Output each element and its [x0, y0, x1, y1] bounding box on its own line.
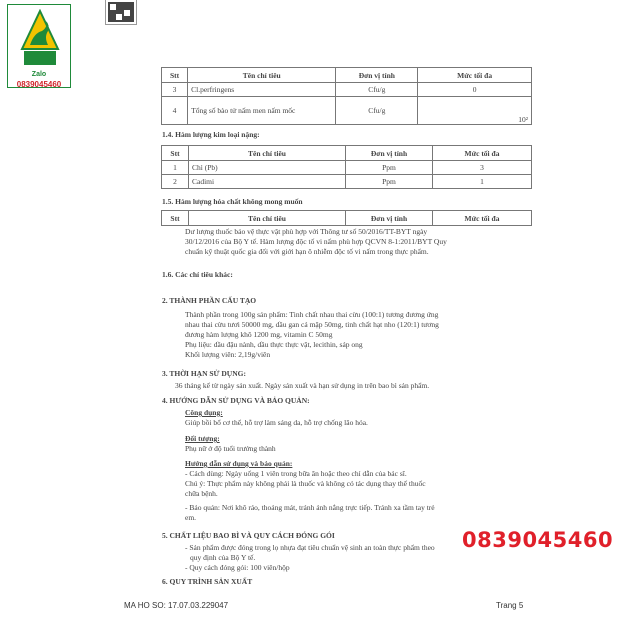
uses-text: Giúp bồi bổ cơ thể, hỗ trợ làm sáng da, hỗ trợ chống lão hóa. — [185, 418, 368, 427]
section-1-4-title: 1.4. Hàm lượng kim loại nặng: — [162, 130, 260, 139]
section-1-5-title: 1.5. Hàm lượng hóa chất không mong muốn — [162, 197, 303, 206]
table-row — [162, 97, 532, 125]
usage-line: chữa bệnh. — [185, 489, 218, 498]
col-unit: Đơn vị tính — [346, 211, 433, 226]
section-2-title: 2. THÀNH PHẦN CẤU TẠO — [162, 296, 257, 305]
logo-phone: 0839045460 — [16, 80, 62, 89]
dossier-number: MA HO SO: 17.07.03.229047 — [124, 601, 229, 610]
cell: 1 — [162, 161, 189, 175]
qr-code-icon — [106, 0, 136, 24]
usage-label: Hướng dẫn sử dụng và bảo quản: — [185, 459, 293, 468]
chemicals-table — [161, 210, 532, 226]
heavy-metals-table — [161, 145, 532, 189]
kangaroo-triangle-icon — [20, 9, 60, 67]
composition-line: nhau thai cừu tươi 50000 mg, dầu gan cá mập 50mg, tinh chất hạt nho (120:1) tương — [185, 320, 439, 329]
microbiology-table — [161, 67, 532, 125]
col-max: Mức tối đa — [433, 211, 532, 226]
zalo-label: Zalo — [31, 71, 47, 78]
cell: 3 — [433, 161, 532, 175]
note-line: 30/12/2016 của Bộ Y tế. Hàm lượng độc tố vi nấm phù hợp QCVN 8-1:2011/BYT Quy — [185, 237, 447, 246]
usage-line: - Bảo quản: Nơi khô ráo, thoáng mát, tránh ánh nắng trực tiếp. Tránh xa tầm tay trẻ — [185, 503, 435, 512]
composition-line: Phụ liệu: dầu đậu nành, dầu thực thực vật, lecithin, sáp ong — [185, 340, 363, 349]
target-label: Đối tượng: — [185, 434, 220, 443]
col-stt: Stt — [162, 68, 188, 83]
usage-line: em. — [185, 513, 197, 522]
table-row — [162, 83, 532, 97]
cell: Tổng số bào tử nấm men nấm mốc — [188, 97, 336, 125]
composition-line: đương hàm lượng khô 1200 mg, vitamin C 50mg — [185, 330, 333, 339]
overlay-phone-number: 0839045460 — [462, 528, 614, 552]
note-line: Dư lượng thuốc bảo vệ thực vật phù hợp với Thông tư số 50/2016/TT-BYT ngày — [185, 227, 428, 236]
section-6-title: 6. QUY TRÌNH SẢN XUẤT — [162, 577, 253, 586]
cell: Cfu/g — [336, 83, 418, 97]
col-unit: Đơn vị tính — [336, 68, 418, 83]
section-5-title: 5. CHẤT LIỆU BAO BÌ VÀ QUY CÁCH ĐÓNG GÓI — [162, 531, 335, 540]
col-max: Mức tối đa — [433, 146, 532, 161]
usage-line: - Cách dùng: Ngày uống 1 viên trong bữa ăn hoặc theo chỉ dẫn của bác sĩ. — [185, 469, 407, 478]
cell: Ppm — [346, 161, 433, 175]
col-stt: Stt — [162, 146, 189, 161]
target-text: Phụ nữ ở độ tuổi trưởng thành — [185, 444, 276, 453]
section-4-title: 4. HƯỚNG DẪN SỬ DỤNG VÀ BẢO QUẢN: — [162, 396, 310, 405]
cell: 1 — [433, 175, 532, 189]
cell: 2 — [162, 175, 189, 189]
col-name: Tên chỉ tiêu — [189, 146, 346, 161]
cell: Ppm — [346, 175, 433, 189]
cell: 0 — [418, 83, 532, 97]
packaging-line: - Sản phẩm được đóng trong lọ nhựa đạt tiêu chuẩn vệ sinh an toàn thực phẩm theo — [185, 543, 435, 552]
page-number: Trang 5 — [496, 601, 524, 610]
brand-logo — [7, 4, 71, 88]
col-name: Tên chỉ tiêu — [188, 68, 336, 83]
col-name: Tên chỉ tiêu — [189, 211, 346, 226]
section-3-title: 3. THỜI HẠN SỬ DỤNG: — [162, 369, 246, 378]
shelf-life-text: 36 tháng kể từ ngày sản xuất. Ngày sản xuất và hạn sử dụng in trên bao bì sản phẩm. — [175, 381, 430, 390]
col-max: Mức tối đa — [418, 68, 532, 83]
cell: 10² — [418, 97, 532, 125]
cell: Cl.perfringens — [188, 83, 336, 97]
note-line: chuẩn kỹ thuật quốc gia đối với giới hạn ô nhiễm độc tố vi nấm trong thực phẩm. — [185, 247, 429, 256]
cell: 4 — [162, 97, 188, 125]
cell: Chì (Pb) — [189, 161, 346, 175]
col-unit: Đơn vị tính — [346, 146, 433, 161]
packaging-line: quy định của Bộ Y tế. — [190, 553, 256, 562]
cell: Cadimi — [189, 175, 346, 189]
uses-label: Công dụng: — [185, 408, 223, 417]
col-stt: Stt — [162, 211, 189, 226]
section-1-6-title: 1.6. Các chỉ tiêu khác: — [162, 270, 233, 279]
cell: Cfu/g — [336, 97, 418, 125]
table-row — [162, 161, 532, 175]
usage-line: Chú ý: Thực phẩm này không phải là thuốc và không có tác dụng thay thế thuốc — [185, 479, 426, 488]
composition-line: Thành phần trong 100g sản phẩm: Tinh chất nhau thai cừu (100:1) tương đương ứng — [185, 310, 439, 319]
composition-line: Khối lượng viên: 2,19g/viên — [185, 350, 271, 359]
cell: 3 — [162, 83, 188, 97]
table-row — [162, 175, 532, 189]
packaging-line: - Quy cách đóng gói: 100 viên/hộp — [185, 563, 290, 572]
